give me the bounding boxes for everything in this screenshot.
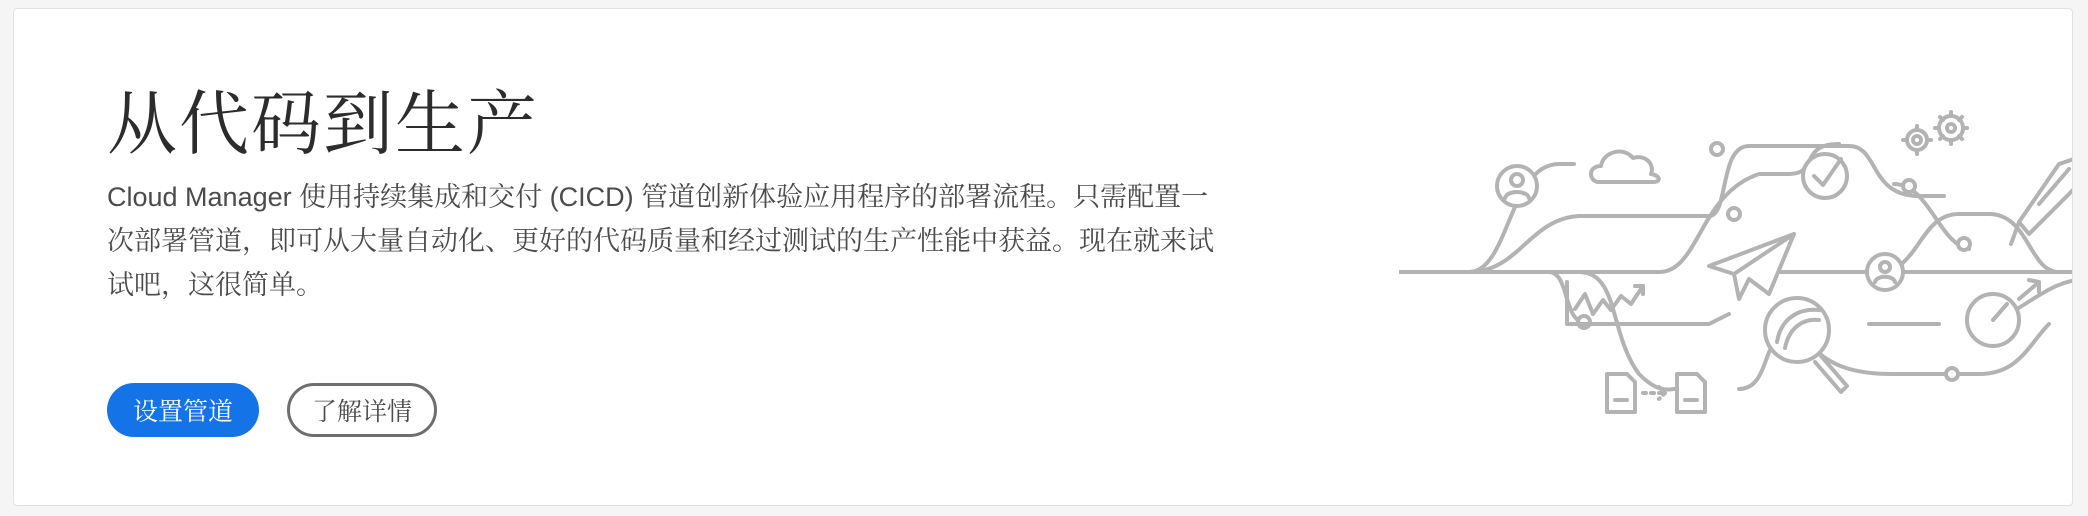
speedometer-icon <box>1967 280 2039 346</box>
learn-more-button[interactable]: 了解详情 <box>287 383 437 437</box>
user-icon <box>1497 166 1537 206</box>
hero-actions <box>107 383 437 437</box>
gear-icon <box>1903 112 1967 154</box>
cloud-icon <box>1591 152 1659 182</box>
hero-description: Cloud Manager 使用持续集成和交付 (CICD) 管道创新体验应用程序的部署流程。只需配置一次部署管道，即可从大量自动化、更好的代码质量和经过测试的生产性能中获益。现在就来试试吧，这很简单。 <box>107 182 1214 300</box>
user-icon <box>1867 254 1903 290</box>
hero-title: 从代码到生产 <box>107 83 539 165</box>
checkmark-icon <box>1803 154 1847 198</box>
paper-plane-icon <box>1709 234 1794 299</box>
setup-pipeline-button[interactable]: 设置管道 <box>107 383 259 437</box>
document-icon <box>1607 374 1705 412</box>
hero-content <box>107 79 1227 307</box>
magnifier-icon <box>1765 298 1847 392</box>
pipeline-illustration <box>1399 104 2073 444</box>
hero-card <box>13 8 2073 506</box>
